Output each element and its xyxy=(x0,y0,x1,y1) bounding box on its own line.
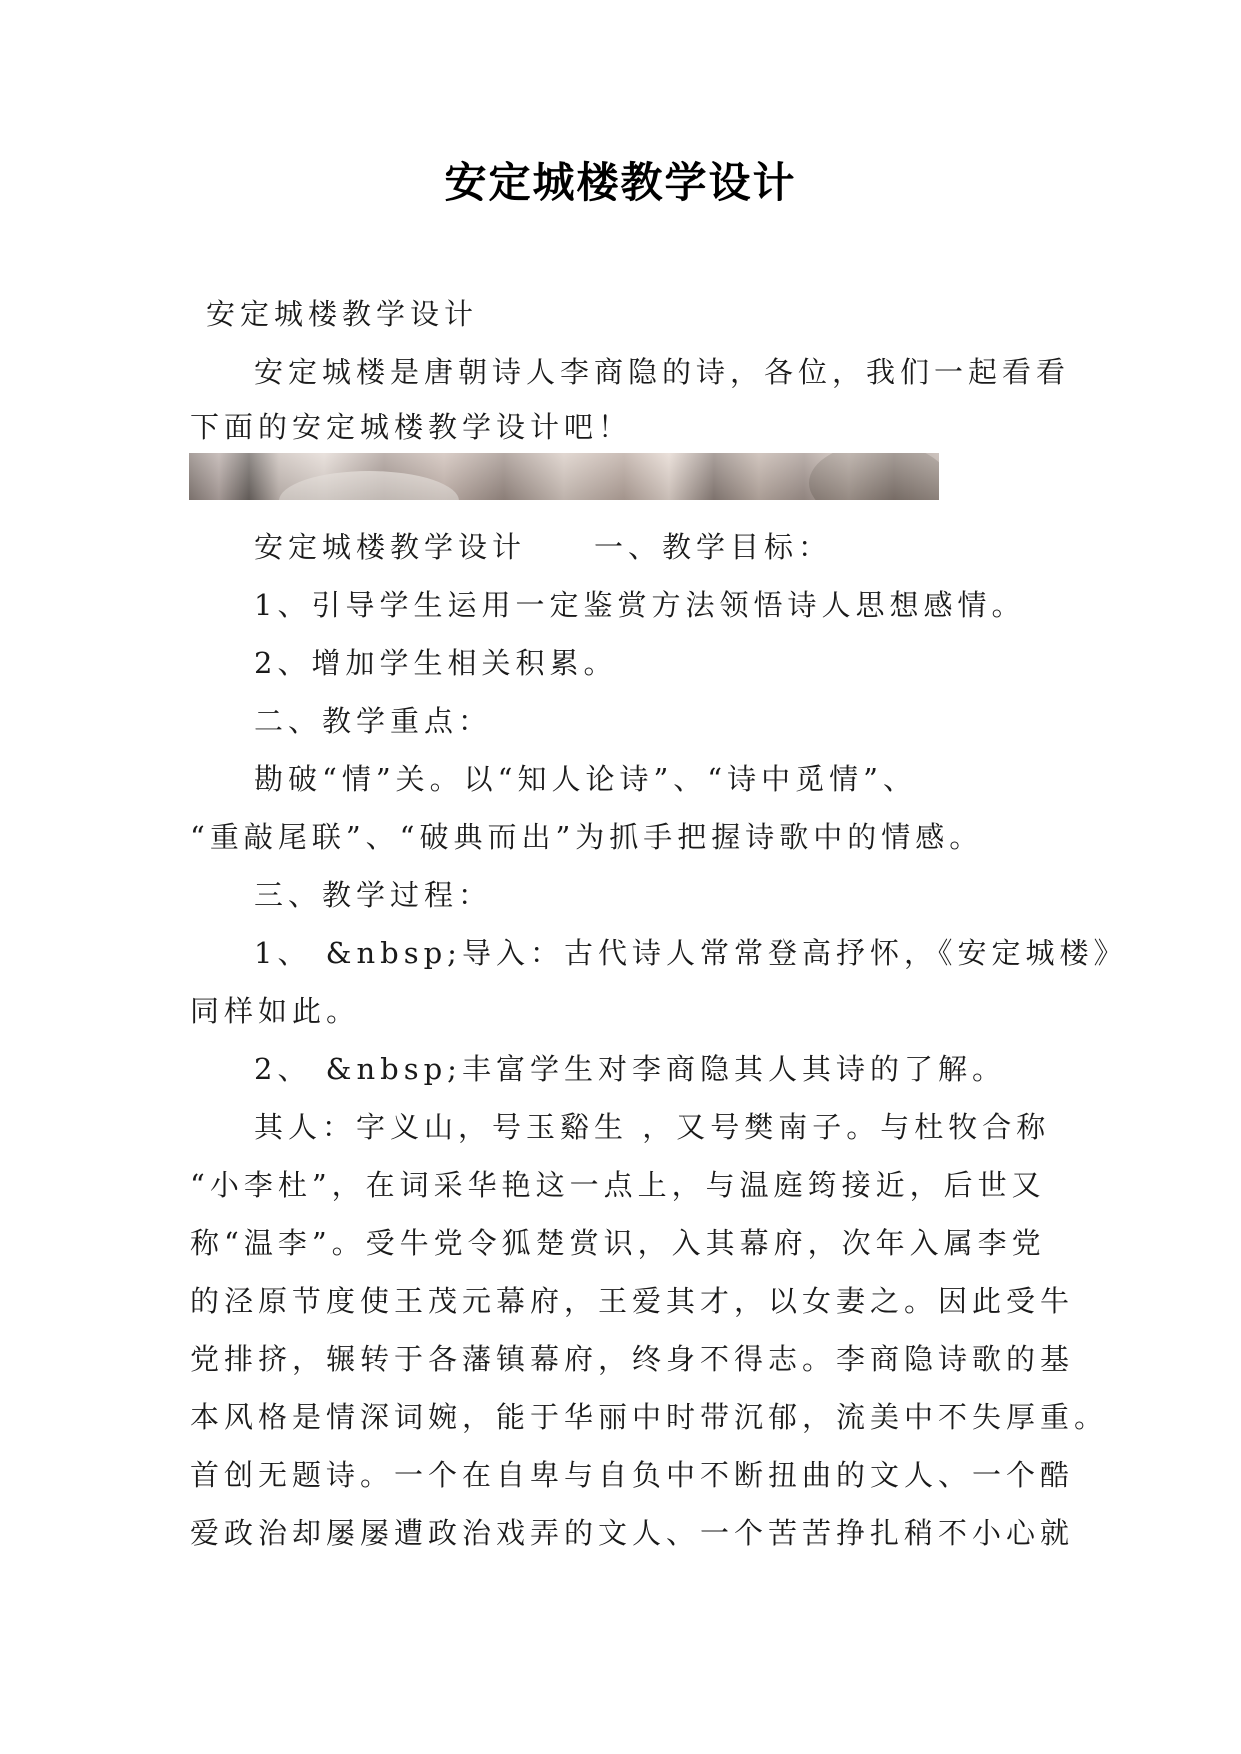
biography-line-1: 其人：字义山，号玉谿生 ，又号樊南子。与杜牧合称 xyxy=(254,1110,1051,1144)
intro-paragraph-line-2: 下面的安定城楼教学设计吧！ xyxy=(190,410,633,444)
process-step-1-line-2: 同样如此。 xyxy=(190,994,361,1028)
biography-line-8: 爱政治却屡屡遭政治戏弄的文人、一个苦苦挣扎稍不小心就 xyxy=(190,1516,1075,1550)
biography-line-4: 的泾原节度使王茂元幕府，王爱其才，以女妻之。因此受牛 xyxy=(190,1284,1075,1318)
document-subtitle: 安定城楼教学设计 xyxy=(206,297,479,331)
document-title: 安定城楼教学设计 xyxy=(444,158,797,207)
banner-image xyxy=(189,453,939,500)
goal-item-1: 1、引导学生运用一定鉴赏方法领悟诗人思想感情。 xyxy=(254,588,1026,622)
process-step-2: 2、 &nbsp;丰富学生对李商隐其人其诗的了解。 xyxy=(254,1052,1006,1086)
biography-line-5: 党排挤，辗转于各藩镇幕府，终身不得志。李商隐诗歌的基 xyxy=(190,1342,1075,1376)
biography-line-6: 本风格是情深词婉，能于华丽中时带沉郁，流美中不失厚重。 xyxy=(190,1400,1109,1434)
section-heading-goals: 安定城楼教学设计 一、教学目标： xyxy=(254,530,833,564)
goal-item-2: 2、增加学生相关积累。 xyxy=(254,646,618,680)
biography-line-3: 称“温李”。受牛党令狐楚赏识，入其幕府，次年入属李党 xyxy=(190,1226,1046,1260)
key-points-line-1: 勘破“情”关。以“知人论诗”、“诗中觅情”、 xyxy=(254,762,917,796)
section-heading-key-points: 二、教学重点： xyxy=(254,704,493,738)
biography-line-7: 首创无题诗。一个在自卑与自负中不断扭曲的文人、一个酷 xyxy=(190,1458,1075,1492)
process-step-1-line-1: 1、 &nbsp;导入：古代诗人常常登高抒怀，《安定城楼》 xyxy=(254,936,1128,970)
intro-paragraph-line-1: 安定城楼是唐朝诗人李商隐的诗，各位，我们一起看看 xyxy=(254,355,1071,389)
key-points-line-2: “重敲尾联”、“破典而出”为抓手把握诗歌中的情感。 xyxy=(190,820,984,854)
section-heading-process: 三、教学过程： xyxy=(254,878,493,912)
biography-line-2: “小李杜”，在词采华艳这一点上，与温庭筠接近，后世又 xyxy=(190,1168,1046,1202)
